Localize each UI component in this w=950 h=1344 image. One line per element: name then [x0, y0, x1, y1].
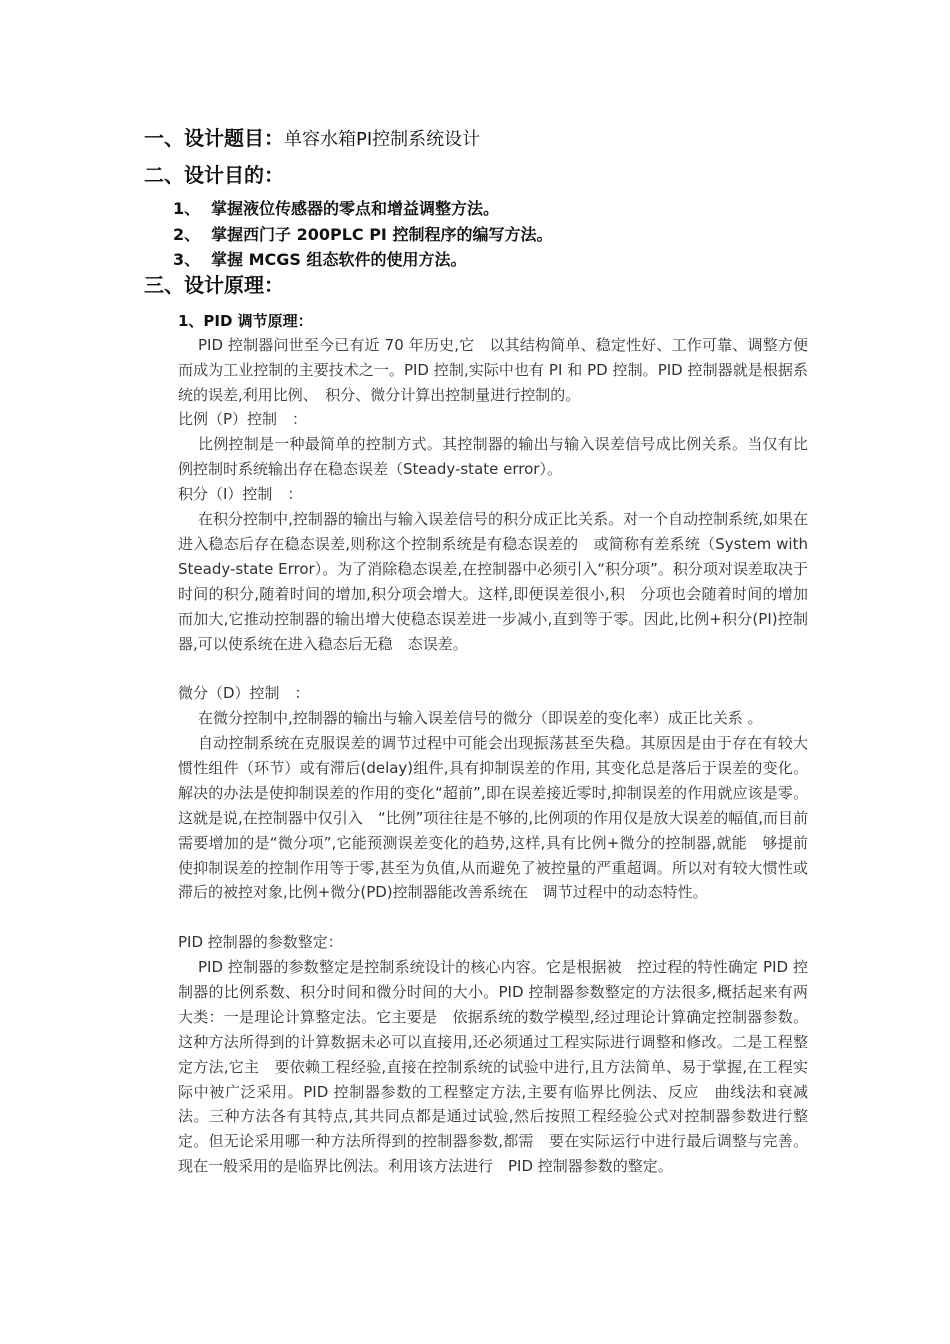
goal-number: 1、 — [173, 199, 201, 218]
pid-tuning-label: PID 控制器的参数整定： — [178, 933, 343, 951]
subheading-pid-principle: 1、PID 调节原理： — [178, 312, 313, 330]
derivative-control-paragraph-1: 在微分控制中,控制器的输出与输入误差信号的微分（即误差的变化率）成正比关系 。 — [198, 709, 763, 727]
design-topic-title: 单容水箱PI控制系统设计 — [284, 129, 481, 150]
goal-text: 掌握 MCGS 组态软件的使用方法。 — [211, 250, 467, 269]
goal-text: 掌握液位传感器的零点和增益调整方法。 — [211, 199, 500, 218]
goal-item-1 — [173, 199, 499, 219]
goal-item-2 — [173, 225, 552, 245]
derivative-control-paragraph-2: 自动控制系统在克服误差的调节过程中可能会出现振荡甚至失稳。其原因是由于存在有较大惯性组件（环节）或有滞后(delay)组件,具有抑制误差的作用, 其变化总是落后于误差的变化。解决的办法是使抑制误差的作用的变化“超前”,即在误差接近零时,抑制误差的作用就应该是零。这就是说,在控制器中仅引入 “比例”项往往是不够的,比例项的作用仅是放大误差的幅值,而目前需要增加的是“微分项”,它能预测误差变化的趋势,这样,具有比例+微分的控制器,就能 够提前使抑制误差的控制作用等于零,甚至为负值,从而避免了被控量的严重超调。所以对有较大惯性或滞后的被控对象,比例+微分(PD)控制器能改善系统在 调节过程中的动态特性。 — [178, 734, 808, 902]
goal-number: 3、 — [173, 250, 201, 269]
goal-number: 2、 — [173, 225, 201, 244]
pid-tuning-paragraph: PID 控制器的参数整定是控制系统设计的核心内容。它是根据被 控过程的特性确定 PID 控制器的比例系数、积分时间和微分时间的大小。PID 控制器参数整定的方法很多,概括起来有两大类：一是理论计算整定法。它主要是 依据系统的数学模型,经过理论计算确定控制器参数。这种方法所得到的计算数据未必可以直接用,还必须通过工程实际进行调整和修改。二是工程整定方法,它主 要依赖工程经验,直接在控制系统的试验中进行,且方法简单、易于掌握,在工程实际中被广泛采用。PID 控制器参数的工程整定方法,主要有临界比例法、反应 曲线法和衰减法。三种方法各有其特点,其共同点都是通过试验,然后按照工程经验公式对控制器参数进行整定。但无论采用哪一种方法所得到的控制器参数,都需 要在实际运行中进行最后调整与完善。现在一般采用的是临界比例法。利用该方法进行 PID 控制器参数的整定。 — [178, 958, 808, 1176]
integral-control-paragraph: 在积分控制中,控制器的输出与输入误差信号的积分成正比关系。对一个自动控制系统,如果在进入稳态后存在稳态误差,则称这个控制系统是有稳态误差的 或简称有差系统（System with Steady-state Error）。为了消除稳态误差,在控制器中必须引入“积分项”。积分项对误差取决于时间的积分,随着时间的增加,积分项会增大。这样,即便误差很小,积 分项也会随着时间的增加而加大,它推动控制器的输出增大使稳态误差进一步减小,直到等于零。因此,比例+积分(PI)控制器,可以使系统在进入稳态后无稳 态误差。 — [178, 510, 808, 653]
integral-control-label: 积分（I）控制 ： — [178, 485, 303, 503]
derivative-control-label: 微分（D）控制 ： — [178, 684, 310, 702]
heading-design-topic — [144, 126, 480, 152]
heading-design-purpose: 二、设计目的： — [144, 163, 284, 187]
goal-text: 掌握西门子 200PLC PI 控制程序的编写方法。 — [211, 225, 553, 244]
heading-design-topic-label: 一、设计题目： — [144, 126, 284, 150]
proportional-control-label: 比例（P）控制 ： — [178, 410, 308, 428]
heading-design-principle: 三、设计原理： — [144, 273, 284, 297]
goal-item-3 — [173, 250, 466, 270]
pid-intro-paragraph: PID 控制器问世至今已有近 70 年历史,它 以其结构简单、稳定性好、工作可靠、调整方便而成为工业控制的主要技术之一。PID 控制,实际中也有 PI 和 PD 控制。PID 控制器就是根据系统的误差,利用比例、 积分、微分计算出控制量进行控制的。 — [178, 336, 808, 404]
proportional-control-paragraph: 比例控制是一种最简单的控制方式。其控制器的输出与输入误差信号成比例关系。当仅有比例控制时系统输出存在稳态误差（Steady-state error）。 — [178, 435, 808, 478]
